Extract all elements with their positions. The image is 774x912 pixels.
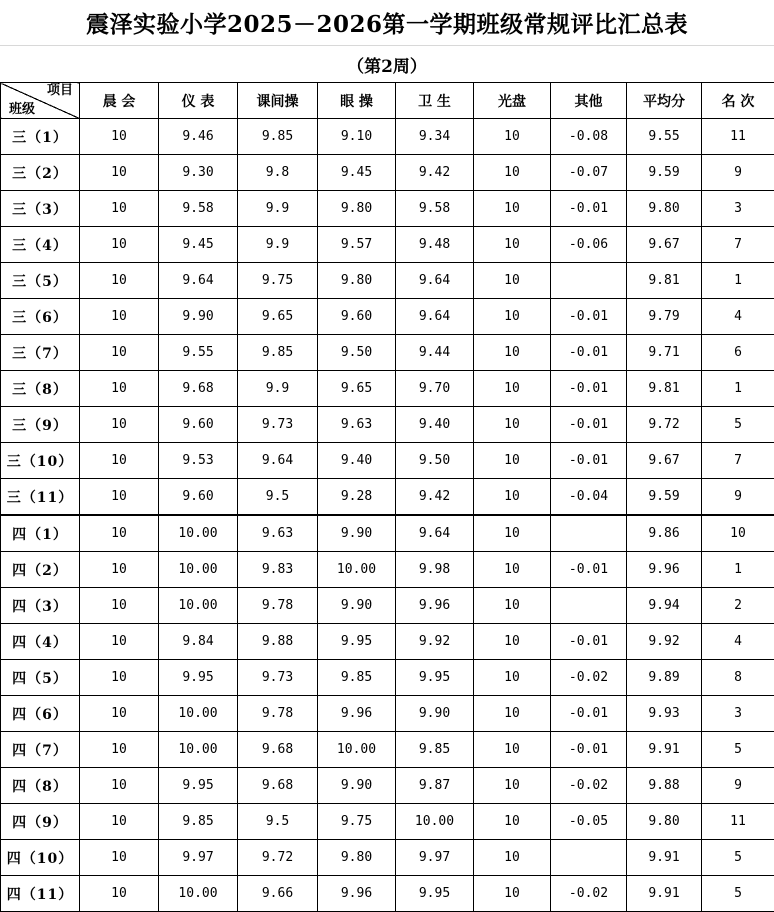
hygiene-cell[interactable]: 9.92 bbox=[396, 624, 474, 660]
break-exercise-cell[interactable]: 9.78 bbox=[238, 696, 318, 732]
hygiene-cell[interactable]: 9.87 bbox=[396, 768, 474, 804]
corner-header-cell[interactable] bbox=[1, 83, 80, 119]
class-name-cell[interactable]: 三（6） bbox=[1, 299, 80, 335]
average-cell[interactable]: 9.79 bbox=[627, 299, 702, 335]
rank-cell[interactable]: 8 bbox=[702, 660, 774, 696]
ranking-table bbox=[0, 82, 774, 912]
appearance-cell[interactable]: 9.60 bbox=[159, 479, 238, 516]
average-cell[interactable]: 9.81 bbox=[627, 263, 702, 299]
break-exercise-cell[interactable]: 9.75 bbox=[238, 263, 318, 299]
morning-meeting-cell[interactable]: 10 bbox=[80, 660, 159, 696]
class-name-cell[interactable]: 三（1） bbox=[1, 119, 80, 155]
break-exercise-cell[interactable]: 9.66 bbox=[238, 876, 318, 912]
appearance-cell[interactable]: 9.90 bbox=[159, 299, 238, 335]
table-row bbox=[1, 407, 774, 443]
eye-exercise-cell[interactable]: 9.40 bbox=[318, 443, 396, 479]
other-cell[interactable] bbox=[551, 588, 627, 624]
class-name-cell[interactable]: 四（5） bbox=[1, 660, 80, 696]
appearance-cell[interactable]: 9.30 bbox=[159, 155, 238, 191]
appearance-cell[interactable]: 9.60 bbox=[159, 407, 238, 443]
appearance-cell[interactable]: 9.53 bbox=[159, 443, 238, 479]
hygiene-cell[interactable]: 10.00 bbox=[396, 804, 474, 840]
appearance-cell[interactable]: 10.00 bbox=[159, 696, 238, 732]
other-cell[interactable]: -0.08 bbox=[551, 119, 627, 155]
other-cell[interactable]: -0.02 bbox=[551, 768, 627, 804]
header-other[interactable]: 其他 bbox=[551, 83, 627, 119]
hygiene-cell[interactable]: 9.50 bbox=[396, 443, 474, 479]
rank-cell[interactable]: 5 bbox=[702, 407, 774, 443]
morning-meeting-cell[interactable]: 10 bbox=[80, 155, 159, 191]
eye-exercise-cell[interactable]: 9.96 bbox=[318, 876, 396, 912]
table-row bbox=[1, 227, 774, 263]
clean-plate-cell[interactable]: 10 bbox=[474, 479, 551, 516]
break-exercise-cell[interactable]: 9.68 bbox=[238, 768, 318, 804]
clean-plate-cell[interactable]: 10 bbox=[474, 552, 551, 588]
clean-plate-cell[interactable]: 10 bbox=[474, 840, 551, 876]
table-body bbox=[1, 119, 774, 912]
clean-plate-cell[interactable]: 10 bbox=[474, 515, 551, 552]
other-cell[interactable]: -0.01 bbox=[551, 552, 627, 588]
table-row bbox=[1, 479, 774, 516]
rank-cell[interactable]: 4 bbox=[702, 299, 774, 335]
eye-exercise-cell[interactable]: 9.10 bbox=[318, 119, 396, 155]
other-cell[interactable]: -0.06 bbox=[551, 227, 627, 263]
table-row bbox=[1, 696, 774, 732]
other-cell[interactable]: -0.04 bbox=[551, 479, 627, 516]
morning-meeting-cell[interactable]: 10 bbox=[80, 479, 159, 516]
rank-cell[interactable]: 1 bbox=[702, 552, 774, 588]
table-row bbox=[1, 119, 774, 155]
appearance-cell[interactable]: 9.46 bbox=[159, 119, 238, 155]
break-exercise-cell[interactable]: 9.85 bbox=[238, 335, 318, 371]
rank-cell[interactable]: 11 bbox=[702, 804, 774, 840]
header-average[interactable]: 平均分 bbox=[627, 83, 702, 119]
table-row bbox=[1, 732, 774, 768]
break-exercise-cell[interactable]: 9.73 bbox=[238, 660, 318, 696]
class-name-cell[interactable]: 三（2） bbox=[1, 155, 80, 191]
other-cell[interactable]: -0.01 bbox=[551, 696, 627, 732]
average-cell[interactable]: 9.92 bbox=[627, 624, 702, 660]
clean-plate-cell[interactable]: 10 bbox=[474, 407, 551, 443]
morning-meeting-cell[interactable]: 10 bbox=[80, 407, 159, 443]
average-cell[interactable]: 9.59 bbox=[627, 155, 702, 191]
average-cell[interactable]: 9.72 bbox=[627, 407, 702, 443]
header-rank[interactable]: 名 次 bbox=[702, 83, 774, 119]
other-cell[interactable]: -0.01 bbox=[551, 407, 627, 443]
table-row bbox=[1, 552, 774, 588]
header-break-exercise[interactable]: 课间操 bbox=[238, 83, 318, 119]
clean-plate-cell[interactable]: 10 bbox=[474, 263, 551, 299]
table-row bbox=[1, 335, 774, 371]
average-cell[interactable]: 9.88 bbox=[627, 768, 702, 804]
hygiene-cell[interactable]: 9.95 bbox=[396, 876, 474, 912]
class-name-cell[interactable]: 四（1） bbox=[1, 515, 80, 552]
appearance-cell[interactable]: 9.68 bbox=[159, 371, 238, 407]
morning-meeting-cell[interactable]: 10 bbox=[80, 443, 159, 479]
class-name-cell[interactable]: 四（10） bbox=[1, 840, 80, 876]
clean-plate-cell[interactable]: 10 bbox=[474, 119, 551, 155]
other-cell[interactable]: -0.01 bbox=[551, 191, 627, 227]
clean-plate-cell[interactable]: 10 bbox=[474, 588, 551, 624]
hygiene-cell[interactable]: 9.97 bbox=[396, 840, 474, 876]
table-row bbox=[1, 371, 774, 407]
break-exercise-cell[interactable]: 9.72 bbox=[238, 840, 318, 876]
eye-exercise-cell[interactable]: 9.80 bbox=[318, 263, 396, 299]
morning-meeting-cell[interactable]: 10 bbox=[80, 335, 159, 371]
break-exercise-cell[interactable]: 9.85 bbox=[238, 119, 318, 155]
clean-plate-cell[interactable]: 10 bbox=[474, 227, 551, 263]
break-exercise-cell[interactable]: 9.65 bbox=[238, 299, 318, 335]
header-morning-meeting[interactable]: 晨 会 bbox=[80, 83, 159, 119]
rank-cell[interactable]: 5 bbox=[702, 876, 774, 912]
other-cell[interactable]: -0.01 bbox=[551, 299, 627, 335]
class-name-cell[interactable]: 四（4） bbox=[1, 624, 80, 660]
rank-cell[interactable]: 4 bbox=[702, 624, 774, 660]
average-cell[interactable]: 9.86 bbox=[627, 515, 702, 552]
other-cell[interactable]: -0.01 bbox=[551, 335, 627, 371]
morning-meeting-cell[interactable]: 10 bbox=[80, 696, 159, 732]
class-name-cell[interactable]: 三（4） bbox=[1, 227, 80, 263]
morning-meeting-cell[interactable]: 10 bbox=[80, 191, 159, 227]
rank-cell[interactable]: 3 bbox=[702, 696, 774, 732]
average-cell[interactable]: 9.93 bbox=[627, 696, 702, 732]
header-row bbox=[1, 83, 774, 119]
clean-plate-cell[interactable]: 10 bbox=[474, 696, 551, 732]
average-cell[interactable]: 9.67 bbox=[627, 443, 702, 479]
clean-plate-cell[interactable]: 10 bbox=[474, 371, 551, 407]
average-cell[interactable]: 9.81 bbox=[627, 371, 702, 407]
clean-plate-cell[interactable]: 10 bbox=[474, 443, 551, 479]
table-row bbox=[1, 515, 774, 552]
appearance-cell[interactable]: 10.00 bbox=[159, 552, 238, 588]
eye-exercise-cell[interactable]: 9.45 bbox=[318, 155, 396, 191]
break-exercise-cell[interactable]: 9.63 bbox=[238, 515, 318, 552]
clean-plate-cell[interactable]: 10 bbox=[474, 155, 551, 191]
appearance-cell[interactable]: 9.95 bbox=[159, 768, 238, 804]
class-name-cell[interactable]: 三（11） bbox=[1, 479, 80, 516]
class-name-cell[interactable]: 四（9） bbox=[1, 804, 80, 840]
hygiene-cell[interactable]: 9.96 bbox=[396, 588, 474, 624]
hygiene-cell[interactable]: 9.58 bbox=[396, 191, 474, 227]
class-name-cell[interactable]: 四（8） bbox=[1, 768, 80, 804]
eye-exercise-cell[interactable]: 9.85 bbox=[318, 660, 396, 696]
break-exercise-cell[interactable]: 9.68 bbox=[238, 732, 318, 768]
morning-meeting-cell[interactable]: 10 bbox=[80, 227, 159, 263]
morning-meeting-cell[interactable]: 10 bbox=[80, 804, 159, 840]
other-cell[interactable]: -0.02 bbox=[551, 876, 627, 912]
clean-plate-cell[interactable]: 10 bbox=[474, 299, 551, 335]
morning-meeting-cell[interactable]: 10 bbox=[80, 299, 159, 335]
morning-meeting-cell[interactable]: 10 bbox=[80, 552, 159, 588]
break-exercise-cell[interactable]: 9.88 bbox=[238, 624, 318, 660]
class-name-cell[interactable]: 四（3） bbox=[1, 588, 80, 624]
average-cell[interactable]: 9.71 bbox=[627, 335, 702, 371]
hygiene-cell[interactable]: 9.40 bbox=[396, 407, 474, 443]
eye-exercise-cell[interactable]: 10.00 bbox=[318, 732, 396, 768]
eye-exercise-cell[interactable]: 9.28 bbox=[318, 479, 396, 516]
morning-meeting-cell[interactable]: 10 bbox=[80, 588, 159, 624]
appearance-cell[interactable]: 10.00 bbox=[159, 515, 238, 552]
eye-exercise-cell[interactable]: 9.90 bbox=[318, 588, 396, 624]
class-name-cell[interactable]: 四（11） bbox=[1, 876, 80, 912]
morning-meeting-cell[interactable]: 10 bbox=[80, 263, 159, 299]
hygiene-cell[interactable]: 9.64 bbox=[396, 299, 474, 335]
rank-cell[interactable]: 9 bbox=[702, 155, 774, 191]
eye-exercise-cell[interactable]: 9.90 bbox=[318, 515, 396, 552]
clean-plate-cell[interactable]: 10 bbox=[474, 804, 551, 840]
appearance-cell[interactable]: 9.58 bbox=[159, 191, 238, 227]
corner-label-class: 班级 bbox=[9, 103, 35, 117]
sheet-title: 震泽实验小学2025－2026第一学期班级常规评比汇总表 bbox=[0, 0, 774, 46]
morning-meeting-cell[interactable]: 10 bbox=[80, 119, 159, 155]
break-exercise-cell[interactable]: 9.83 bbox=[238, 552, 318, 588]
rank-cell[interactable]: 9 bbox=[702, 479, 774, 516]
table-row bbox=[1, 804, 774, 840]
morning-meeting-cell[interactable]: 10 bbox=[80, 732, 159, 768]
hygiene-cell[interactable]: 9.95 bbox=[396, 660, 474, 696]
morning-meeting-cell[interactable]: 10 bbox=[80, 876, 159, 912]
table-row bbox=[1, 840, 774, 876]
clean-plate-cell[interactable]: 10 bbox=[474, 191, 551, 227]
week-subtitle: （第2周） bbox=[0, 46, 774, 82]
table-row bbox=[1, 588, 774, 624]
average-cell[interactable]: 9.91 bbox=[627, 732, 702, 768]
table-row bbox=[1, 299, 774, 335]
other-cell[interactable] bbox=[551, 515, 627, 552]
table-row bbox=[1, 876, 774, 912]
other-cell[interactable] bbox=[551, 263, 627, 299]
class-name-cell[interactable]: 三（8） bbox=[1, 371, 80, 407]
rank-cell[interactable]: 7 bbox=[702, 443, 774, 479]
hygiene-cell[interactable]: 9.64 bbox=[396, 263, 474, 299]
morning-meeting-cell[interactable]: 10 bbox=[80, 515, 159, 552]
header-hygiene[interactable]: 卫 生 bbox=[396, 83, 474, 119]
appearance-cell[interactable]: 9.97 bbox=[159, 840, 238, 876]
average-cell[interactable]: 9.91 bbox=[627, 840, 702, 876]
eye-exercise-cell[interactable]: 9.95 bbox=[318, 624, 396, 660]
average-cell[interactable]: 9.80 bbox=[627, 191, 702, 227]
average-cell[interactable]: 9.96 bbox=[627, 552, 702, 588]
class-name-cell[interactable]: 四（7） bbox=[1, 732, 80, 768]
rank-cell[interactable]: 1 bbox=[702, 371, 774, 407]
appearance-cell[interactable]: 9.55 bbox=[159, 335, 238, 371]
average-cell[interactable]: 9.91 bbox=[627, 876, 702, 912]
hygiene-cell[interactable]: 9.34 bbox=[396, 119, 474, 155]
rank-cell[interactable]: 11 bbox=[702, 119, 774, 155]
morning-meeting-cell[interactable]: 10 bbox=[80, 840, 159, 876]
class-name-cell[interactable]: 三（9） bbox=[1, 407, 80, 443]
eye-exercise-cell[interactable]: 9.80 bbox=[318, 191, 396, 227]
class-name-cell[interactable]: 四（2） bbox=[1, 552, 80, 588]
rank-cell[interactable]: 10 bbox=[702, 515, 774, 552]
table-row bbox=[1, 660, 774, 696]
other-cell[interactable]: -0.07 bbox=[551, 155, 627, 191]
rank-cell[interactable]: 9 bbox=[702, 768, 774, 804]
average-cell[interactable]: 9.89 bbox=[627, 660, 702, 696]
clean-plate-cell[interactable]: 10 bbox=[474, 876, 551, 912]
eye-exercise-cell[interactable]: 9.50 bbox=[318, 335, 396, 371]
table-row bbox=[1, 624, 774, 660]
appearance-cell[interactable]: 10.00 bbox=[159, 876, 238, 912]
clean-plate-cell[interactable]: 10 bbox=[474, 660, 551, 696]
appearance-cell[interactable]: 10.00 bbox=[159, 732, 238, 768]
hygiene-cell[interactable]: 9.42 bbox=[396, 479, 474, 516]
table-row bbox=[1, 191, 774, 227]
rank-cell[interactable]: 5 bbox=[702, 840, 774, 876]
header-eye-exercise[interactable]: 眼 操 bbox=[318, 83, 396, 119]
eye-exercise-cell[interactable]: 9.96 bbox=[318, 696, 396, 732]
appearance-cell[interactable]: 9.84 bbox=[159, 624, 238, 660]
clean-plate-cell[interactable]: 10 bbox=[474, 768, 551, 804]
rank-cell[interactable]: 1 bbox=[702, 263, 774, 299]
hygiene-cell[interactable]: 9.48 bbox=[396, 227, 474, 263]
table-row bbox=[1, 768, 774, 804]
rank-cell[interactable]: 5 bbox=[702, 732, 774, 768]
eye-exercise-cell[interactable]: 9.60 bbox=[318, 299, 396, 335]
break-exercise-cell[interactable]: 9.73 bbox=[238, 407, 318, 443]
break-exercise-cell[interactable]: 9.5 bbox=[238, 804, 318, 840]
rank-cell[interactable]: 3 bbox=[702, 191, 774, 227]
class-name-cell[interactable]: 三（10） bbox=[1, 443, 80, 479]
hygiene-cell[interactable]: 9.98 bbox=[396, 552, 474, 588]
class-name-cell[interactable]: 三（7） bbox=[1, 335, 80, 371]
header-clean-plate[interactable]: 光盘 bbox=[474, 83, 551, 119]
eye-exercise-cell[interactable]: 9.63 bbox=[318, 407, 396, 443]
average-cell[interactable]: 9.59 bbox=[627, 479, 702, 516]
appearance-cell[interactable]: 9.85 bbox=[159, 804, 238, 840]
break-exercise-cell[interactable]: 9.9 bbox=[238, 371, 318, 407]
appearance-cell[interactable]: 9.45 bbox=[159, 227, 238, 263]
appearance-cell[interactable]: 9.95 bbox=[159, 660, 238, 696]
other-cell[interactable]: -0.01 bbox=[551, 624, 627, 660]
appearance-cell[interactable]: 10.00 bbox=[159, 588, 238, 624]
average-cell[interactable]: 9.94 bbox=[627, 588, 702, 624]
eye-exercise-cell[interactable]: 10.00 bbox=[318, 552, 396, 588]
break-exercise-cell[interactable]: 9.9 bbox=[238, 227, 318, 263]
class-name-cell[interactable]: 四（6） bbox=[1, 696, 80, 732]
corner-label-items: 项目 bbox=[47, 84, 73, 98]
rank-cell[interactable]: 6 bbox=[702, 335, 774, 371]
table-row bbox=[1, 263, 774, 299]
class-name-cell[interactable]: 三（5） bbox=[1, 263, 80, 299]
break-exercise-cell[interactable]: 9.5 bbox=[238, 479, 318, 516]
break-exercise-cell[interactable]: 9.78 bbox=[238, 588, 318, 624]
break-exercise-cell[interactable]: 9.9 bbox=[238, 191, 318, 227]
average-cell[interactable]: 9.55 bbox=[627, 119, 702, 155]
hygiene-cell[interactable]: 9.44 bbox=[396, 335, 474, 371]
hygiene-cell[interactable]: 9.85 bbox=[396, 732, 474, 768]
other-cell[interactable]: -0.01 bbox=[551, 732, 627, 768]
other-cell[interactable]: -0.01 bbox=[551, 443, 627, 479]
table-row bbox=[1, 443, 774, 479]
other-cell[interactable]: -0.05 bbox=[551, 804, 627, 840]
morning-meeting-cell[interactable]: 10 bbox=[80, 624, 159, 660]
hygiene-cell[interactable]: 9.70 bbox=[396, 371, 474, 407]
other-cell[interactable]: -0.02 bbox=[551, 660, 627, 696]
other-cell[interactable]: -0.01 bbox=[551, 371, 627, 407]
eye-exercise-cell[interactable]: 9.75 bbox=[318, 804, 396, 840]
eye-exercise-cell[interactable]: 9.80 bbox=[318, 840, 396, 876]
clean-plate-cell[interactable]: 10 bbox=[474, 335, 551, 371]
average-cell[interactable]: 9.80 bbox=[627, 804, 702, 840]
break-exercise-cell[interactable]: 9.8 bbox=[238, 155, 318, 191]
morning-meeting-cell[interactable]: 10 bbox=[80, 768, 159, 804]
table-row bbox=[1, 155, 774, 191]
hygiene-cell[interactable]: 9.42 bbox=[396, 155, 474, 191]
hygiene-cell[interactable]: 9.64 bbox=[396, 515, 474, 552]
break-exercise-cell[interactable]: 9.64 bbox=[238, 443, 318, 479]
rank-cell[interactable]: 2 bbox=[702, 588, 774, 624]
class-name-cell[interactable]: 三（3） bbox=[1, 191, 80, 227]
morning-meeting-cell[interactable]: 10 bbox=[80, 371, 159, 407]
clean-plate-cell[interactable]: 10 bbox=[474, 624, 551, 660]
other-cell[interactable] bbox=[551, 840, 627, 876]
eye-exercise-cell[interactable]: 9.57 bbox=[318, 227, 396, 263]
header-appearance[interactable]: 仪 表 bbox=[159, 83, 238, 119]
rank-cell[interactable]: 7 bbox=[702, 227, 774, 263]
appearance-cell[interactable]: 9.64 bbox=[159, 263, 238, 299]
eye-exercise-cell[interactable]: 9.65 bbox=[318, 371, 396, 407]
clean-plate-cell[interactable]: 10 bbox=[474, 732, 551, 768]
average-cell[interactable]: 9.67 bbox=[627, 227, 702, 263]
hygiene-cell[interactable]: 9.90 bbox=[396, 696, 474, 732]
eye-exercise-cell[interactable]: 9.90 bbox=[318, 768, 396, 804]
